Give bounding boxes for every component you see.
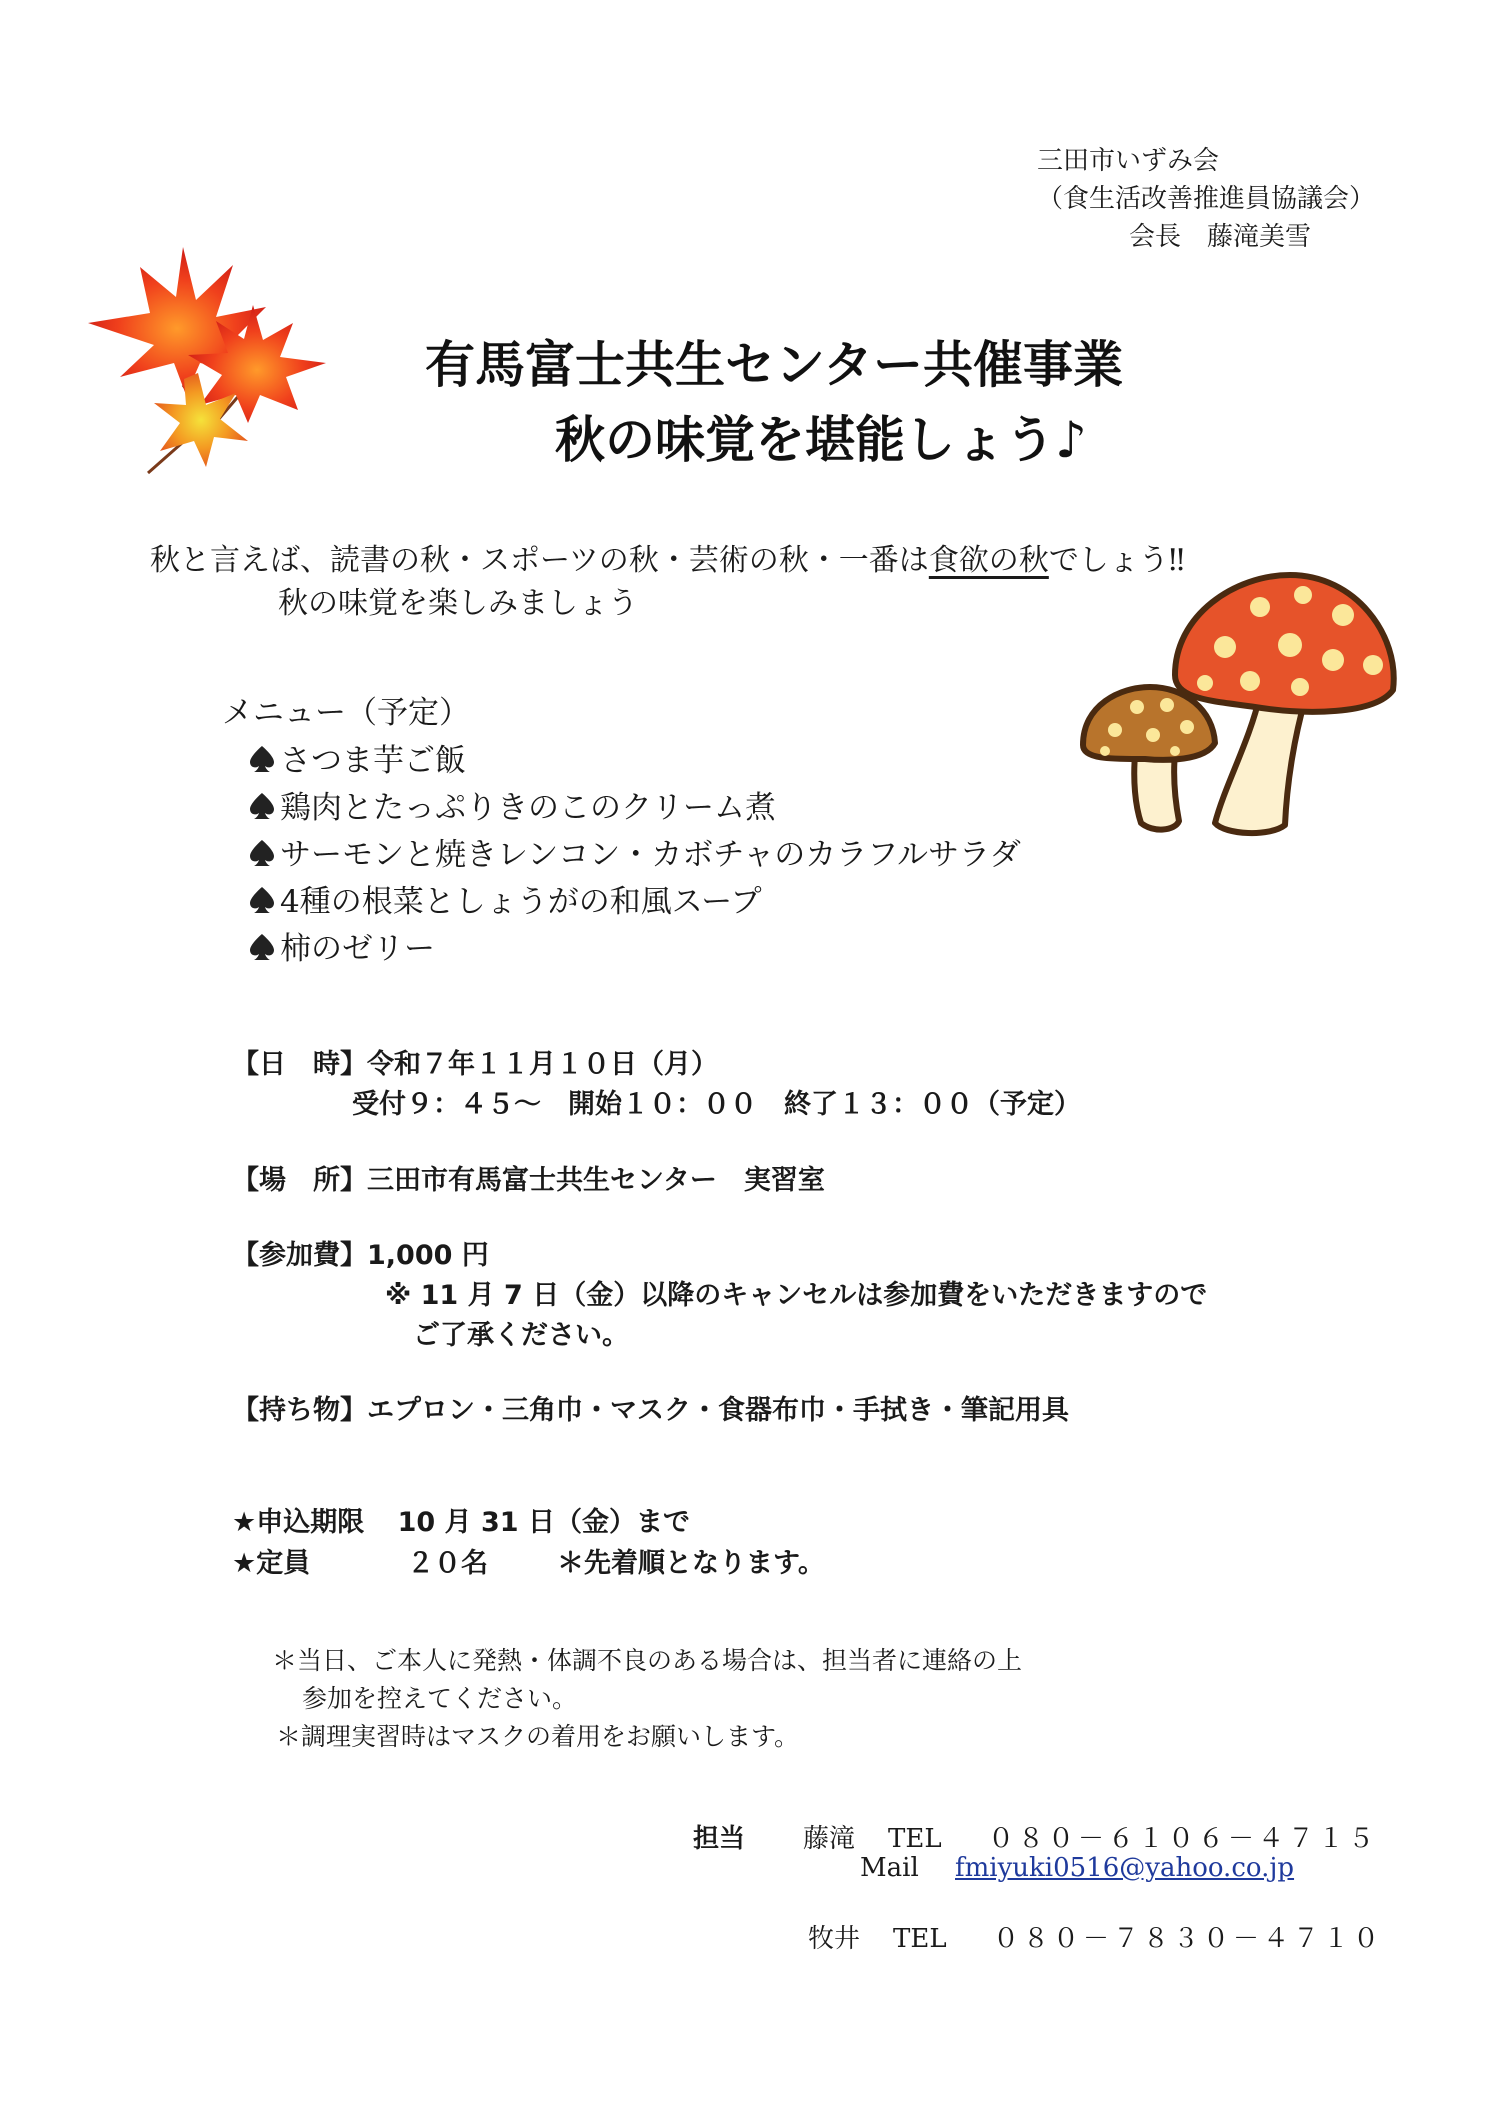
intro-text-pre: 秋と言えば、読書の秋・スポーツの秋・芸術の秋・一番は [150, 543, 929, 578]
menu-item [250, 782, 776, 827]
fee-label: 【参加費】 [232, 1240, 367, 1271]
fee-value: 1,000 円 [367, 1240, 489, 1271]
spade-bullet-icon [250, 885, 274, 913]
event-title: 有馬富士共生センター共催事業 [425, 336, 1123, 394]
menu-heading: メニュー（予定） [222, 695, 470, 731]
fee-row [232, 1233, 489, 1272]
note-line-2: 参加を控えてください。 [302, 1684, 578, 1713]
menu-item-label: 鶏肉とたっぷりきのこのクリーム煮 [280, 790, 776, 826]
datetime-row [232, 1042, 718, 1081]
menu-item-label: さつま芋ご飯 [280, 743, 466, 779]
menu-item [250, 876, 762, 921]
deadline-value: 10 月 31 日（金）まで [397, 1507, 690, 1538]
place-value: 三田市有馬富士共生センター 実習室 [367, 1165, 825, 1196]
place-row [232, 1158, 825, 1197]
menu-item [250, 923, 435, 968]
mail-label: Mail [860, 1853, 919, 1883]
items-row [232, 1388, 1069, 1427]
intro-line-2: 秋の味覚を楽しみましょう [278, 586, 638, 621]
organizer-association: （食生活改善推進員協議会） [1037, 184, 1376, 214]
note-line-1: ＊当日、ご本人に発熱・体調不良のある場合は、担当者に連絡の上 [272, 1646, 1023, 1675]
spade-bullet-icon [250, 791, 274, 819]
spade-bullet-icon [250, 932, 274, 960]
capacity-row [232, 1541, 825, 1580]
intro-text-post: でしょう‼ [1048, 543, 1185, 578]
tel-label-2: TEL [893, 1924, 947, 1954]
place-label: 【場 所】 [232, 1165, 367, 1196]
maple-leaves-illustration [88, 245, 328, 475]
menu-item-label: 柿のゼリー [280, 931, 435, 967]
datetime-value: 令和７年１１月１０日（月） [367, 1049, 718, 1080]
datetime-times: 受付９：４５～ 開始１０：００ 終了１３：００（予定） [352, 1089, 1081, 1120]
note-line-3: ＊調理実習時はマスクの着用をお願いします。 [276, 1722, 800, 1751]
intro-text-underline: 食欲の秋 [928, 543, 1049, 578]
contact-row-1 [693, 1818, 1378, 1855]
mushrooms-illustration [1075, 565, 1405, 840]
mail-link[interactable]: fmiyuki0516@yahoo.co.jp [955, 1853, 1295, 1883]
fee-note-1: ※ 11 月 7 日（金）以降のキャンセルは参加費をいただきますので [385, 1280, 1208, 1311]
menu-item-label: 4種の根菜としょうがの和風スープ [280, 884, 762, 920]
organizer-name: 三田市いずみ会 [1037, 146, 1220, 176]
capacity-value: ２０名 [407, 1548, 488, 1579]
contact-person-1: 藤滝 [803, 1824, 856, 1854]
tel-label-1: TEL [888, 1824, 942, 1854]
deadline-row [232, 1500, 690, 1539]
menu-item [250, 829, 1021, 874]
datetime-label: 【日 時】 [232, 1049, 367, 1080]
deadline-label: ★申込期限 [232, 1507, 365, 1538]
menu-item-label: サーモンと焼きレンコン・カボチャのカラフルサラダ [280, 837, 1021, 873]
intro-line-1 [150, 535, 1185, 579]
fee-note-2: ご了承ください。 [413, 1320, 629, 1351]
contact-label: 担当 [693, 1824, 746, 1854]
organizer-chair: 会長 藤滝美雪 [1129, 222, 1312, 252]
spade-bullet-icon [250, 838, 274, 866]
tel-number-1: ０８０－６１０６－４７１５ [988, 1824, 1379, 1854]
tel-number-2: ０８０－７８３０－４７１０ [993, 1924, 1384, 1954]
contact-person-2: 牧井 [808, 1924, 861, 1954]
capacity-note: ＊先着順となります。 [557, 1548, 825, 1579]
capacity-label: ★定員 [232, 1548, 311, 1579]
contact-row-2 [808, 1918, 1383, 1955]
menu-item [250, 735, 466, 780]
event-subtitle: 秋の味覚を堪能しょう♪ [555, 411, 1087, 469]
items-value: エプロン・三角巾・マスク・食器布巾・手拭き・筆記用具 [367, 1395, 1069, 1426]
items-label: 【持ち物】 [232, 1395, 367, 1426]
spade-bullet-icon [250, 744, 274, 772]
contact-row-mail [860, 1853, 1294, 1883]
